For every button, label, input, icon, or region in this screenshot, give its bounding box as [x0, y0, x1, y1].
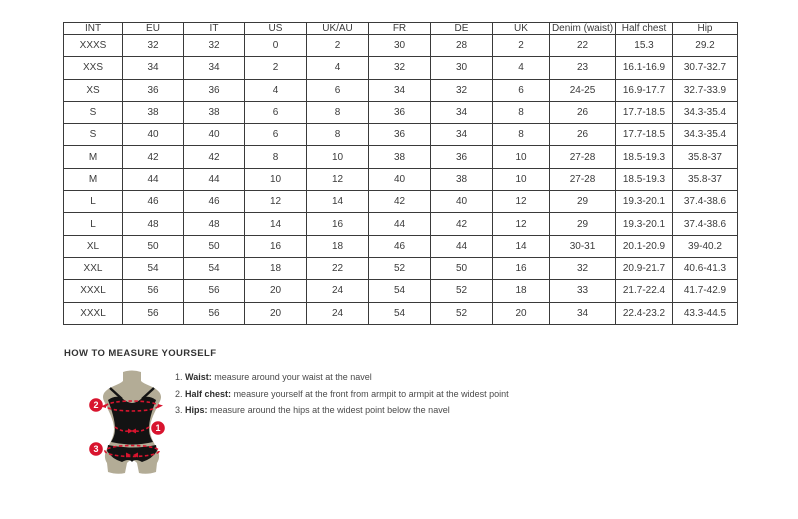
size-row	[64, 146, 738, 168]
size-value-cell: 36	[123, 79, 184, 101]
size-value-cell: 18	[245, 257, 307, 279]
size-value-cell: 6	[493, 79, 550, 101]
size-label-cell: XXL	[64, 257, 123, 279]
size-value-cell: 44	[184, 168, 245, 190]
size-value-cell: 36	[184, 79, 245, 101]
column-header: UK	[493, 23, 550, 35]
step-text: measure around your waist at the navel	[214, 372, 372, 382]
size-value-cell: 35.8-37	[673, 168, 738, 190]
size-value-cell: 8	[307, 101, 369, 123]
size-value-cell: 16.9-17.7	[616, 79, 673, 101]
size-value-cell: 43.3-44.5	[673, 302, 738, 324]
size-value-cell: 4	[493, 57, 550, 79]
size-row	[64, 101, 738, 123]
size-value-cell: 6	[245, 101, 307, 123]
size-value-cell: 10	[245, 168, 307, 190]
size-value-cell: 20.1-20.9	[616, 235, 673, 257]
column-header: Half chest	[616, 23, 673, 35]
marker-badge-hips	[89, 442, 103, 456]
step-label: Half chest:	[185, 388, 232, 399]
marker-badge-waist-number: 1	[155, 423, 161, 434]
size-value-cell: 40	[184, 124, 245, 146]
column-header: Hip	[673, 23, 738, 35]
size-value-cell: 36	[431, 146, 493, 168]
size-value-cell: 34	[431, 101, 493, 123]
size-value-cell: 48	[123, 213, 184, 235]
size-value-cell: 17.7-18.5	[616, 124, 673, 146]
size-value-cell: 16	[493, 257, 550, 279]
size-value-cell: 22	[307, 257, 369, 279]
size-value-cell: 12	[245, 191, 307, 213]
size-value-cell: 20	[245, 280, 307, 302]
mannequin-svg	[82, 366, 182, 478]
measure-step-hips	[175, 405, 509, 416]
marker-badge-bust-number: 2	[93, 400, 99, 411]
size-value-cell: 50	[184, 235, 245, 257]
size-value-cell: 38	[431, 168, 493, 190]
size-value-cell: 54	[123, 257, 184, 279]
marker-badge-hips-number: 3	[93, 444, 99, 455]
size-value-cell: 24	[307, 302, 369, 324]
size-value-cell: 42	[369, 191, 431, 213]
size-value-cell: 21.7-22.4	[616, 280, 673, 302]
column-header: US	[245, 23, 307, 35]
measure-guide-title: HOW TO MEASURE YOURSELF	[64, 348, 217, 359]
size-value-cell: 38	[123, 101, 184, 123]
size-value-cell: 46	[184, 191, 245, 213]
size-value-cell: 40	[431, 191, 493, 213]
size-value-cell: 50	[123, 235, 184, 257]
size-label-cell: XXS	[64, 57, 123, 79]
size-value-cell: 0	[245, 35, 307, 57]
size-value-cell: 8	[307, 124, 369, 146]
column-header: DE	[431, 23, 493, 35]
step-label: Waist:	[185, 372, 212, 382]
measure-steps-list	[175, 372, 509, 422]
size-value-cell: 38	[369, 146, 431, 168]
size-label-cell: L	[64, 191, 123, 213]
size-value-cell: 34	[369, 79, 431, 101]
size-value-cell: 30.7-32.7	[673, 57, 738, 79]
step-text: measure around the hips at the widest point below the navel	[210, 405, 450, 415]
size-value-cell: 52	[431, 280, 493, 302]
size-row	[64, 235, 738, 257]
size-value-cell: 32	[369, 57, 431, 79]
size-value-cell: 10	[307, 146, 369, 168]
column-header: INT	[64, 23, 123, 35]
size-value-cell: 42	[123, 146, 184, 168]
size-value-cell: 10	[493, 146, 550, 168]
size-value-cell: 46	[369, 235, 431, 257]
size-value-cell: 30	[369, 35, 431, 57]
size-value-cell: 54	[369, 302, 431, 324]
size-value-cell: 34.3-35.4	[673, 101, 738, 123]
size-value-cell: 23	[550, 57, 616, 79]
size-value-cell: 33	[550, 280, 616, 302]
size-value-cell: 6	[307, 79, 369, 101]
marker-badge-waist	[151, 421, 165, 435]
size-value-cell: 36	[369, 101, 431, 123]
size-value-cell: 14	[307, 191, 369, 213]
size-value-cell: 44	[369, 213, 431, 235]
size-label-cell: XL	[64, 235, 123, 257]
size-value-cell: 48	[184, 213, 245, 235]
size-value-cell: 54	[369, 280, 431, 302]
size-value-cell: 10	[493, 168, 550, 190]
step-label: Hips:	[185, 405, 208, 415]
size-row	[64, 124, 738, 146]
size-label-cell: XXXL	[64, 302, 123, 324]
size-value-cell: 27-28	[550, 146, 616, 168]
size-value-cell: 14	[245, 213, 307, 235]
size-label-cell: M	[64, 146, 123, 168]
size-row	[64, 191, 738, 213]
size-value-cell: 56	[184, 302, 245, 324]
size-value-cell: 22	[550, 35, 616, 57]
size-row	[64, 280, 738, 302]
size-value-cell: 24	[307, 280, 369, 302]
size-value-cell: 56	[184, 280, 245, 302]
measure-step-waist	[175, 372, 509, 383]
size-value-cell: 36	[369, 124, 431, 146]
size-value-cell: 32	[431, 79, 493, 101]
size-value-cell: 38	[184, 101, 245, 123]
size-value-cell: 20	[245, 302, 307, 324]
size-value-cell: 18	[307, 235, 369, 257]
column-header: UK/AU	[307, 23, 369, 35]
size-value-cell: 20.9-21.7	[616, 257, 673, 279]
size-value-cell: 34.3-35.4	[673, 124, 738, 146]
size-row	[64, 35, 738, 57]
size-value-cell: 17.7-18.5	[616, 101, 673, 123]
size-row	[64, 257, 738, 279]
size-value-cell: 12	[493, 213, 550, 235]
size-value-cell: 4	[245, 79, 307, 101]
size-value-cell: 26	[550, 124, 616, 146]
column-header: Denim (waist)	[550, 23, 616, 35]
size-value-cell: 8	[245, 146, 307, 168]
size-value-cell: 19.3-20.1	[616, 191, 673, 213]
size-value-cell: 50	[431, 257, 493, 279]
size-value-cell: 32	[550, 257, 616, 279]
size-value-cell: 22.4-23.2	[616, 302, 673, 324]
size-label-cell: XXXL	[64, 280, 123, 302]
size-value-cell: 8	[493, 101, 550, 123]
size-value-cell: 56	[123, 280, 184, 302]
size-label-cell: S	[64, 124, 123, 146]
step-number: 3.	[175, 405, 183, 415]
size-value-cell: 16	[245, 235, 307, 257]
mannequin-figure-illustration	[82, 366, 182, 478]
size-value-cell: 37.4-38.6	[673, 191, 738, 213]
size-value-cell: 8	[493, 124, 550, 146]
size-value-cell: 42	[184, 146, 245, 168]
size-value-cell: 24-25	[550, 79, 616, 101]
size-value-cell: 28	[431, 35, 493, 57]
size-value-cell: 14	[493, 235, 550, 257]
size-row	[64, 168, 738, 190]
size-row	[64, 213, 738, 235]
size-value-cell: 18.5-19.3	[616, 168, 673, 190]
size-value-cell: 34	[123, 57, 184, 79]
size-value-cell: 30-31	[550, 235, 616, 257]
size-value-cell: 35.8-37	[673, 146, 738, 168]
size-value-cell: 44	[123, 168, 184, 190]
size-value-cell: 4	[307, 57, 369, 79]
size-value-cell: 34	[184, 57, 245, 79]
size-value-cell: 34	[550, 302, 616, 324]
size-value-cell: 54	[184, 257, 245, 279]
size-value-cell: 40	[369, 168, 431, 190]
size-chart-table	[63, 22, 738, 325]
size-value-cell: 40.6-41.3	[673, 257, 738, 279]
size-row	[64, 302, 738, 324]
size-value-cell: 18	[493, 280, 550, 302]
size-value-cell: 16	[307, 213, 369, 235]
camisole-top	[108, 397, 156, 445]
size-label-cell: M	[64, 168, 123, 190]
size-value-cell: 29	[550, 213, 616, 235]
size-value-cell: 26	[550, 101, 616, 123]
size-value-cell: 32	[184, 35, 245, 57]
step-number: 2.	[175, 388, 183, 399]
size-value-cell: 2	[245, 57, 307, 79]
size-value-cell: 42	[431, 213, 493, 235]
size-label-cell: XXXS	[64, 35, 123, 57]
size-label-cell: S	[64, 101, 123, 123]
size-value-cell: 56	[123, 302, 184, 324]
size-value-cell: 32.7-33.9	[673, 79, 738, 101]
marker-badge-bust	[89, 398, 103, 412]
size-value-cell: 12	[307, 168, 369, 190]
size-value-cell: 12	[493, 191, 550, 213]
size-value-cell: 39-40.2	[673, 235, 738, 257]
size-value-cell: 6	[245, 124, 307, 146]
size-value-cell: 29.2	[673, 35, 738, 57]
size-row	[64, 79, 738, 101]
size-value-cell: 34	[431, 124, 493, 146]
measure-step-half-chest	[175, 389, 509, 400]
size-value-cell: 27-28	[550, 168, 616, 190]
size-label-cell: XS	[64, 79, 123, 101]
size-value-cell: 37.4-38.6	[673, 213, 738, 235]
size-value-cell: 30	[431, 57, 493, 79]
step-number: 1.	[175, 372, 183, 382]
size-value-cell: 29	[550, 191, 616, 213]
size-value-cell: 15.3	[616, 35, 673, 57]
size-value-cell: 41.7-42.9	[673, 280, 738, 302]
size-value-cell: 44	[431, 235, 493, 257]
size-value-cell: 52	[431, 302, 493, 324]
step-text: measure yourself at the front from armpit to armpit at the widest point	[233, 388, 509, 399]
header-row	[64, 23, 738, 35]
size-value-cell: 2	[307, 35, 369, 57]
size-value-cell: 19.3-20.1	[616, 213, 673, 235]
size-value-cell: 16.1-16.9	[616, 57, 673, 79]
size-row	[64, 57, 738, 79]
size-value-cell: 32	[123, 35, 184, 57]
size-value-cell: 40	[123, 124, 184, 146]
column-header: EU	[123, 23, 184, 35]
size-value-cell: 52	[369, 257, 431, 279]
size-value-cell: 46	[123, 191, 184, 213]
column-header: IT	[184, 23, 245, 35]
column-header: FR	[369, 23, 431, 35]
size-value-cell: 20	[493, 302, 550, 324]
size-label-cell: L	[64, 213, 123, 235]
size-value-cell: 18.5-19.3	[616, 146, 673, 168]
size-value-cell: 2	[493, 35, 550, 57]
